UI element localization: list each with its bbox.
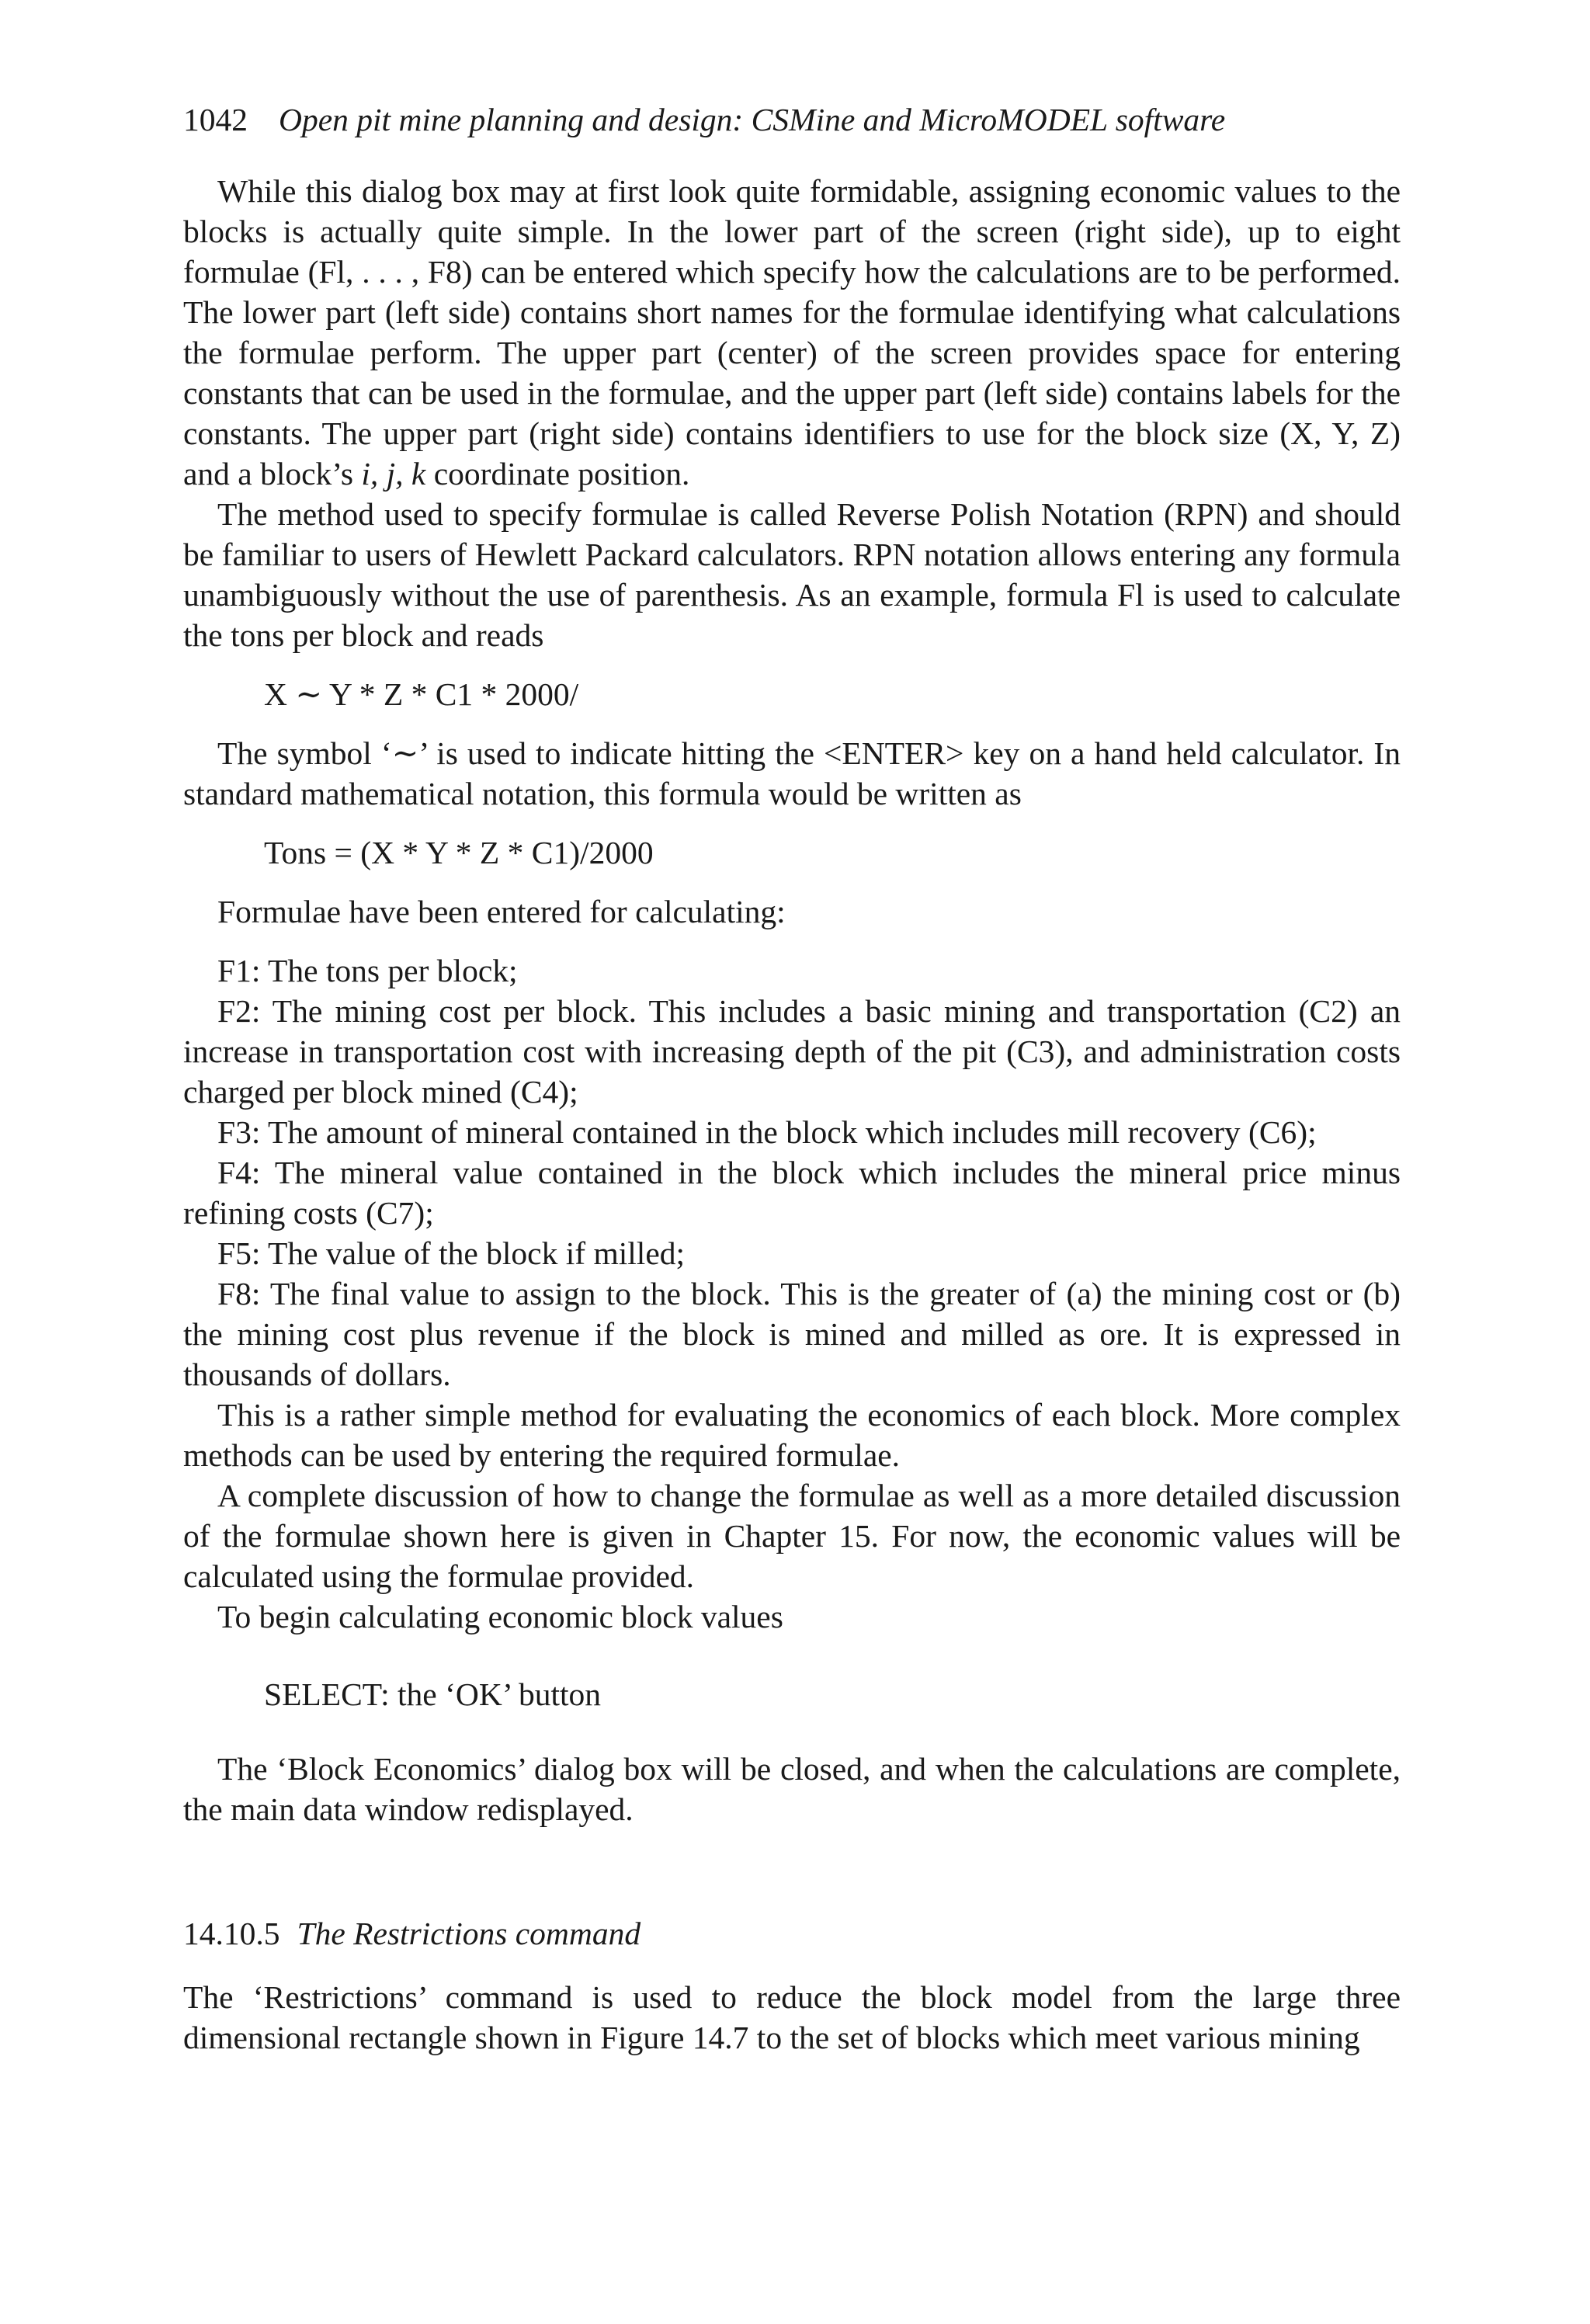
formula-f8-description: F8: The final value to assign to the block. This is the greater of (a) the mining cost or (b) the mining cost plus revenue if the block is mined and milled as ore. It is expressed in thousands of dollars. [183, 1276, 1401, 1392]
running-header [183, 99, 1401, 140]
formula-f3-description: F3: The amount of mineral contained in the block which includes mill recovery (C6); [217, 1114, 1317, 1150]
section-number: 14.10.5 [183, 1916, 280, 1951]
formula-f4-description: F4: The mineral value contained in the block which includes the mineral price minus refining costs (C7); [183, 1155, 1401, 1231]
formula-f1-description: F1: The tons per block; [217, 953, 518, 988]
section-title: The Restrictions command [297, 1916, 641, 1951]
section-heading [183, 1913, 1401, 1954]
paragraph-dialog-text: While this dialog box may at first look quite formidable, assigning economic values to the blocks is actually quite simple. In the lower part of the screen (right side), up to eight formulae (Fl, . . . , F8) can be entered which specify how the calculations are to be performed. The lower part (left side) contains short names for the formulae identifying what calculations the formulae perform. The upper part (center) of the screen provides space for entering constants that can be used in the formulae, and the upper part (left side) contains labels for the constants. The upper part (right side) contains identifiers to use for the block size (X, Y, Z) and a block’s [183, 173, 1401, 492]
paragraph-simple-method: This is a rather simple method for evaluating the economics of each block. More complex methods can be used by entering the required formulae. [183, 1397, 1401, 1473]
formula-rpn: X ∼ Y * Z * C1 * 2000/ [264, 676, 579, 712]
paragraph-dialog-end: coordinate position. [425, 456, 690, 492]
paragraph-formulae-intro: Formulae have been entered for calculating: [217, 894, 786, 929]
formula-standard: Tons = (X * Y * Z * C1)/2000 [264, 835, 654, 870]
paragraph-rpn-method: The method used to specify formulae is called Reverse Polish Notation (RPN) and should be familiar to users of Hewlett Packard calculators. RPN notation allows entering any formula unambiguously without the use of parenthesis. As an example, formula Fl is used to calculate the tons per block and reads [183, 496, 1401, 653]
paragraph-begin-calculating: To begin calculating economic block values [217, 1599, 783, 1634]
ijk-coordinates: i, j, k [361, 456, 426, 492]
formula-f2-description: F2: The mining cost per block. This includes a basic mining and transportation (C2) an increase in transportation cost with increasing depth of the pit (C3), and administration costs charged per block mined (C4); [183, 993, 1401, 1110]
select-instruction: SELECT: the ‘OK’ button [264, 1676, 602, 1712]
paragraph-complete-discussion: A complete discussion of how to change the formulae as well as a more detailed discussion of the formulae shown here is given in Chapter 15. For now, the economic values will be calculated using the formulae provided. [183, 1478, 1401, 1594]
formula-f5-description: F5: The value of the block if milled; [217, 1235, 686, 1271]
page-content [183, 99, 1401, 2058]
paragraph-symbol-explanation: The symbol ‘∼’ is used to indicate hitting the <ENTER> key on a hand held calculator. In standard mathematical notation, this formula would be written as [183, 735, 1401, 811]
running-title: Open pit mine planning and design: CSMine and MicroMODEL software [279, 102, 1226, 137]
paragraph-dialog-closed: The ‘Block Economics’ dialog box will be closed, and when the calculations are complete, the main data window redisplayed. [183, 1751, 1401, 1827]
paragraph-restrictions: The ‘Restrictions’ command is used to reduce the block model from the large three dimensional rectangle shown in Figure 14.7 to the set of blocks which meet various mining [183, 1979, 1401, 2055]
paragraph-dialog-description [183, 171, 1401, 494]
page-number: 1042 [183, 102, 248, 137]
